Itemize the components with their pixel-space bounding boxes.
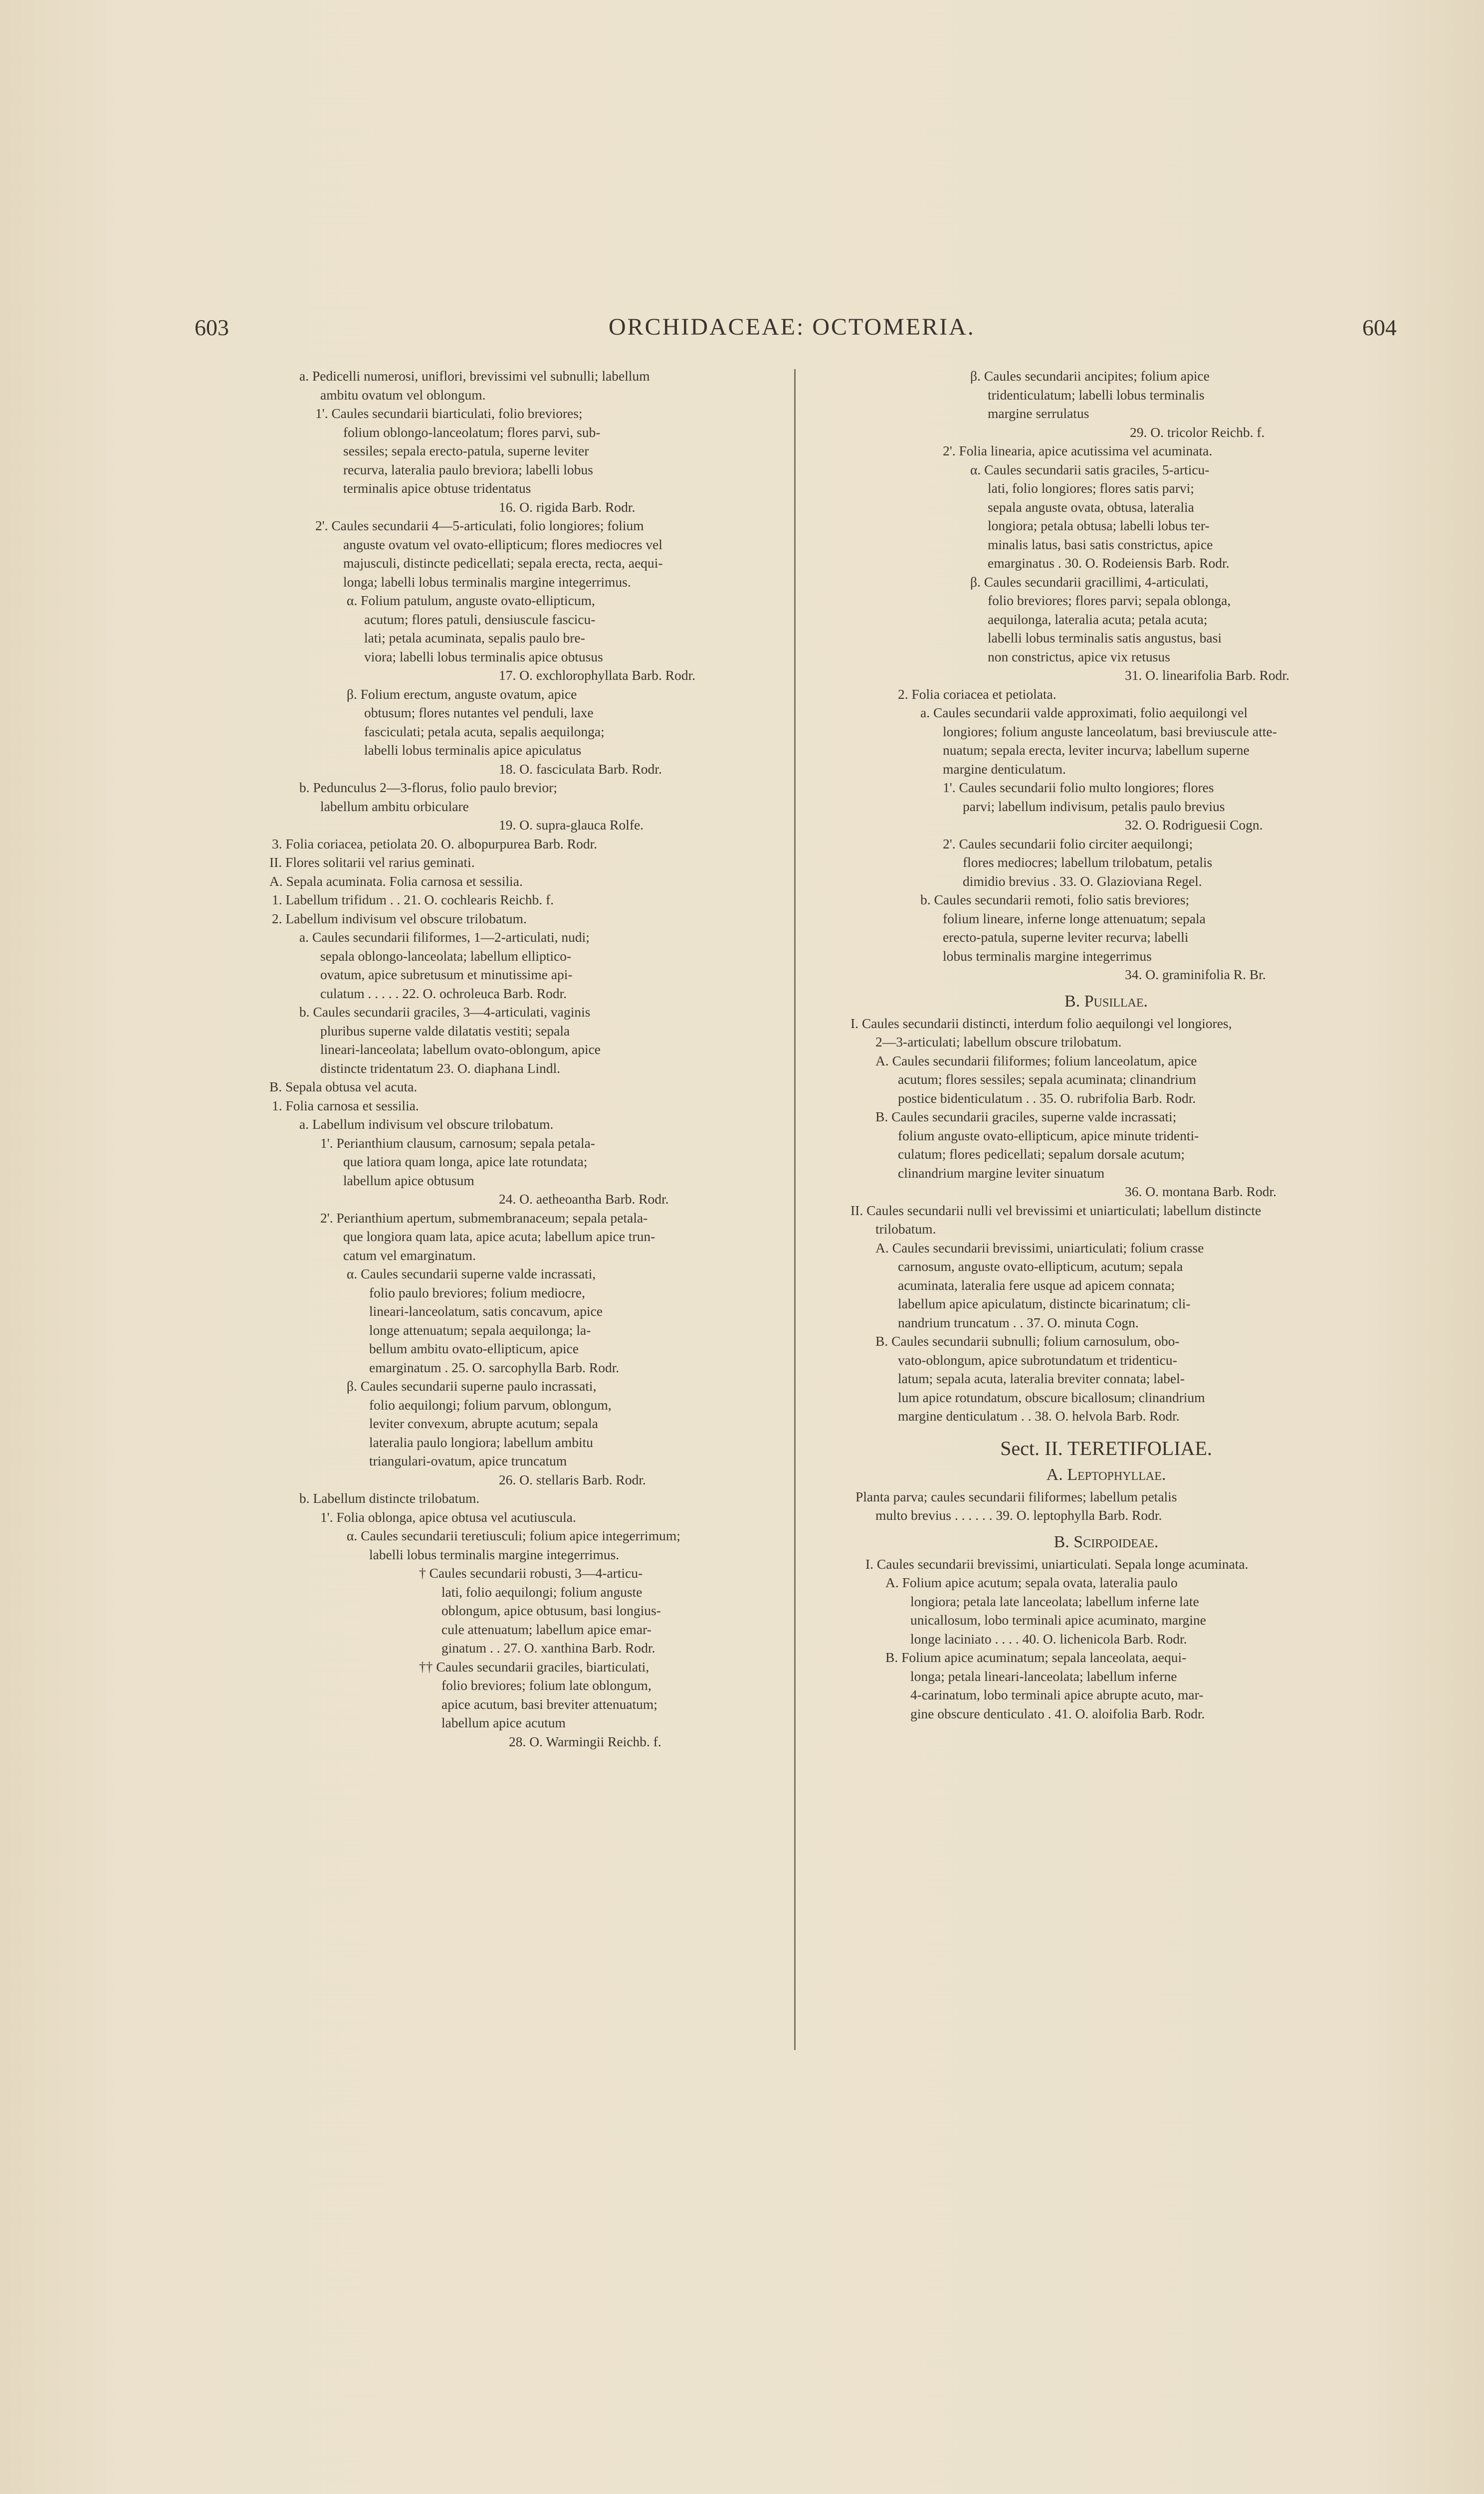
key-line: II. Caules secundarii nulli vel brevissimi et uniarticulati; labellum distincte bbox=[850, 1202, 1262, 1218]
key-line: sessiles; sepala erecto-patula, superne leviter bbox=[343, 443, 589, 458]
key-line: β. Folium erectum, anguste ovatum, apice bbox=[347, 686, 577, 702]
key-line: nuatum; sepala erecta, leviter incurva; labellum superne bbox=[943, 742, 1250, 758]
key-line: labellum apice apiculatum, distincte bicarinatum; cli- bbox=[898, 1296, 1191, 1311]
key-line: gine obscure denticulato . 41. O. aloifolia Barb. Rodr. bbox=[910, 1705, 1205, 1721]
key-line: 28. O. Warmingii Reichb. f. bbox=[509, 1733, 661, 1749]
key-line: 29. O. tricolor Reichb. f. bbox=[1130, 424, 1265, 440]
key-line: a. Caules secundarii valde approximati, folio aequilongi vel bbox=[920, 705, 1248, 720]
key-line: emarginatum . 25. O. sarcophylla Barb. Rodr. bbox=[369, 1359, 620, 1375]
key-line: recurva, lateralia paulo breviora; labelli lobus bbox=[343, 461, 593, 477]
key-line: flores mediocres; labellum trilobatum, petalis bbox=[963, 854, 1213, 870]
key-line: A. Folium apice acutum; sepala ovata, lateralia paulo bbox=[885, 1575, 1178, 1590]
key-line: leviter convexum, abrupte acutum; sepala bbox=[369, 1416, 598, 1431]
key-line: 31. O. linearifolia Barb. Rodr. bbox=[1125, 667, 1289, 683]
key-line: majusculi, distincte pedicellati; sepala erecta, recta, aequi- bbox=[343, 555, 663, 571]
key-line: pluribus superne valde dilatatis vestiti; sepala bbox=[320, 1023, 570, 1039]
key-line: terminalis apice obtuse tridentatus bbox=[343, 480, 531, 496]
key-line: tridenticulatum; labelli lobus terminalis bbox=[988, 387, 1205, 403]
key-line: B. Caules secundarii graciles, superne valde incrassati; bbox=[875, 1109, 1177, 1124]
key-line: fasciculati; petala acuta, sepalis aequilonga; bbox=[364, 723, 605, 739]
key-line: lati, folio longiores; flores satis parvi; bbox=[988, 480, 1194, 496]
key-line: folio aequilongi; folium parvum, oblongum, bbox=[369, 1397, 612, 1413]
key-line: acutum; flores patuli, densiuscule fascicu- bbox=[364, 611, 596, 627]
key-line: 2. Folia coriacea et petiolata. bbox=[898, 686, 1057, 702]
key-line: 2'. Caules secundarii folio circiter aequilongi; bbox=[943, 835, 1193, 851]
key-line: vato-oblongum, apice subrotundatum et tridenticu- bbox=[898, 1352, 1177, 1368]
key-line: B. Caules secundarii subnulli; folium carnosulum, obo- bbox=[875, 1333, 1180, 1349]
key-line: ambitu ovatum vel oblongum. bbox=[320, 387, 486, 403]
key-line: longe attenuatum; sepala aequilonga; la- bbox=[369, 1322, 591, 1338]
key-line: acuminata, lateralia fere usque ad apicem connata; bbox=[898, 1277, 1175, 1293]
key-line: nandrium truncatum . . 37. O. minuta Cogn. bbox=[898, 1314, 1139, 1330]
key-line: 26. O. stellaris Barb. Rodr. bbox=[499, 1471, 646, 1487]
right-column-key bbox=[806, 367, 1407, 984]
key-line: b. Caules secundarii remoti, folio satis breviores; bbox=[920, 892, 1190, 907]
key-line: b. Labellum distincte trilobatum. bbox=[299, 1490, 480, 1506]
key-line: B. Sepala obtusa vel acuta. bbox=[269, 1079, 418, 1094]
key-line: a. Labellum indivisum vel obscure trilobatum. bbox=[299, 1116, 554, 1132]
key-line: b. Caules secundarii graciles, 3—4-articulati, vaginis bbox=[299, 1004, 591, 1020]
key-line: 17. O. exchlorophyllata Barb. Rodr. bbox=[499, 667, 696, 683]
scirpoideae-heading: B. Scirpoideae. bbox=[1054, 1532, 1159, 1551]
key-line: acutum; flores sessiles; sepala acuminata; clinandrium bbox=[898, 1071, 1196, 1087]
key-line: β. Caules secundarii superne paulo incrassati, bbox=[347, 1378, 597, 1394]
key-line: labelli lobus terminalis margine integerrimus. bbox=[369, 1546, 620, 1562]
key-line: folium lineare, inferne longe attenuatum; sepala bbox=[943, 910, 1206, 926]
key-line: I. Caules secundarii brevissimi, uniarticulati. Sepala longe acuminata. bbox=[865, 1556, 1249, 1572]
key-line: 1. Folia carnosa et sessilia. bbox=[272, 1097, 419, 1113]
key-line: longe laciniato . . . . 40. O. lichenicola Barb. Rodr. bbox=[910, 1631, 1187, 1647]
key-line: margine denticulatum . . 38. O. helvola Barb. Rodr. bbox=[898, 1408, 1180, 1424]
key-line: sepala oblongo-lanceolata; labellum elliptico- bbox=[320, 948, 572, 964]
key-line: I. Caules secundarii distincti, interdum folio aequilongi vel longiores, bbox=[850, 1015, 1232, 1031]
key-line: non constrictus, apice vix retusus bbox=[988, 648, 1170, 664]
key-line: folio breviores; folium late oblongum, bbox=[441, 1677, 651, 1693]
key-line: anguste ovatum vel ovato-ellipticum; flores mediocres vel bbox=[343, 536, 662, 552]
key-line: 1'. Caules secundarii folio multo longiores; flores bbox=[943, 780, 1214, 795]
key-line: sepala anguste ovata, obtusa, lateralia bbox=[988, 499, 1194, 515]
key-line: longiora; petala late lanceolata; labellum inferne late bbox=[910, 1593, 1199, 1609]
key-line: unicallosum, lobo terminali apice acuminato, margine bbox=[910, 1612, 1206, 1628]
key-line: 2'. Caules secundarii 4—5-articulati, folio longiores; folium bbox=[315, 518, 644, 533]
key-line: 36. O. montana Barb. Rodr. bbox=[1125, 1184, 1276, 1199]
key-line: labellum apice acutum bbox=[441, 1715, 566, 1730]
key-line: folium anguste ovato-ellipticum, apice minute tridenti- bbox=[898, 1127, 1199, 1143]
key-line: 34. O. graminifolia R. Br. bbox=[1125, 967, 1266, 982]
key-line: latum; sepala acuta, lateralia breviter connata; label- bbox=[898, 1371, 1185, 1386]
key-line: A. Sepala acuminata. Folia carnosa et sessilia. bbox=[269, 873, 523, 889]
key-line: erecto-patula, superne leviter recurva; labelli bbox=[943, 929, 1189, 945]
key-line: A. Caules secundarii filiformes; folium lanceolatum, apice bbox=[875, 1052, 1197, 1068]
key-line: a. Caules secundarii filiformes, 1—2-articulati, nudi; bbox=[299, 929, 590, 945]
key-line: † Caules secundarii robusti, 3—4-articu- bbox=[419, 1565, 643, 1581]
key-line: α. Caules secundarii teretiusculi; folium apice integerrimum; bbox=[347, 1528, 680, 1543]
key-line: longiora; petala obtusa; labelli lobus ter- bbox=[988, 518, 1210, 533]
key-line: a. Pedicelli numerosi, uniflori, brevissimi vel subnulli; labellum bbox=[299, 368, 650, 384]
key-line: labellum apice obtusum bbox=[343, 1172, 474, 1188]
key-line: labellum ambitu orbiculare bbox=[320, 798, 469, 814]
key-line: α. Folium patulum, anguste ovato-ellipticum, bbox=[347, 593, 595, 608]
key-line: culatum . . . . . 22. O. ochroleuca Barb. Rodr. bbox=[320, 985, 567, 1001]
key-line: clinandrium margine leviter sinuatum bbox=[898, 1165, 1105, 1181]
key-line: longa; labelli lobus terminalis margine integerrimus. bbox=[343, 574, 631, 590]
key-line: 19. O. supra-glauca Rolfe. bbox=[499, 817, 644, 832]
key-line: 1'. Folia oblonga, apice obtusa vel acutiuscula. bbox=[320, 1509, 576, 1525]
running-title: ORCHIDACEAE: OCTOMERIA. bbox=[609, 314, 975, 340]
key-line: II. Flores solitarii vel rarius geminati. bbox=[269, 854, 475, 870]
key-line: lineari-lanceolata; labellum ovato-oblongum, apice bbox=[320, 1041, 601, 1057]
key-line: carnosum, anguste ovato-ellipticum, acutum; sepala bbox=[898, 1258, 1183, 1274]
key-line: longiores; folium anguste lanceolatum, basi breviuscule atte- bbox=[943, 723, 1277, 739]
key-line: ginatum . . 27. O. xanthina Barb. Rodr. bbox=[441, 1640, 655, 1656]
key-line: 24. O. aetheoantha Barb. Rodr. bbox=[499, 1191, 669, 1207]
key-line: minalis latus, basi satis constrictus, apice bbox=[988, 536, 1213, 552]
key-line: 2'. Perianthium apertum, submembranaceum; sepala petala- bbox=[320, 1210, 648, 1226]
key-line: 3. Folia coriacea, petiolata 20. O. albopurpurea Barb. Rodr. bbox=[272, 835, 598, 851]
section-heading-teretifoliae: Sect. II. TERETIFOLIAE. bbox=[1000, 1437, 1212, 1459]
key-line: dimidio brevius . 33. O. Glazioviana Regel. bbox=[963, 873, 1202, 889]
scirpoideae-key bbox=[806, 1555, 1407, 1723]
key-line: Planta parva; caules secundarii filiformes; labellum petalis bbox=[855, 1488, 1177, 1504]
pusillae-heading: B. Pusillae. bbox=[1064, 992, 1148, 1011]
key-line: B. Folium apice acuminatum; sepala lanceolata, aequi- bbox=[885, 1650, 1187, 1665]
leptophyllae-heading: A. Leptophyllae. bbox=[1046, 1465, 1166, 1484]
key-line: trilobatum. bbox=[875, 1221, 936, 1237]
key-line: b. Pedunculus 2—3-florus, folio paulo brevior; bbox=[299, 780, 558, 795]
key-line: longa; petala lineari-lanceolata; labellum inferne bbox=[910, 1668, 1177, 1684]
key-line: lum apice rotundatum, obscure bicallosum; clinandrium bbox=[898, 1389, 1205, 1405]
key-line: parvi; labellum indivisum, petalis paulo brevius bbox=[963, 798, 1225, 814]
key-line: viora; labelli lobus terminalis apice obtusus bbox=[364, 648, 603, 664]
key-line: lobus terminalis margine integerrimus bbox=[943, 948, 1152, 964]
key-line: †† Caules secundarii graciles, biarticulati, bbox=[419, 1659, 649, 1674]
left-column bbox=[269, 367, 783, 1751]
key-line: 16. O. rigida Barb. Rodr. bbox=[499, 499, 636, 515]
key-line: que latiora quam longa, apice late rotundata; bbox=[343, 1154, 588, 1169]
key-line: obtusum; flores nutantes vel penduli, laxe bbox=[364, 705, 594, 720]
key-line: que longiora quam lata, apice acuta; labellum apice trun- bbox=[343, 1229, 655, 1244]
key-line: multo brevius . . . . . . 39. O. leptophylla Barb. Rodr. bbox=[875, 1507, 1162, 1523]
key-line: 2'. Folia linearia, apice acutissima vel acuminata. bbox=[943, 443, 1213, 458]
key-line: bellum ambitu ovato-ellipticum, apice bbox=[369, 1341, 579, 1356]
key-line: lineari-lanceolatum, satis concavum, apice bbox=[369, 1303, 603, 1319]
key-line: folio breviores; flores parvi; sepala oblonga, bbox=[988, 593, 1231, 608]
key-line: folio paulo breviores; folium mediocre, bbox=[369, 1284, 586, 1300]
key-line: β. Caules secundarii ancipites; folium apice bbox=[970, 368, 1210, 384]
key-line: oblongum, apice obtusum, basi longius- bbox=[441, 1603, 661, 1618]
key-line: 1'. Perianthium clausum, carnosum; sepala petala- bbox=[320, 1135, 595, 1151]
page-number-left: 603 bbox=[195, 315, 229, 340]
key-line: culatum; flores pedicellati; sepalum dorsale acutum; bbox=[898, 1146, 1185, 1162]
pusillae-key bbox=[806, 1014, 1407, 1426]
key-line: distincte tridentatum 23. O. diaphana Lindl. bbox=[320, 1060, 561, 1076]
key-line: 1. Labellum trifidum . . 21. O. cochlearis Reichb. f. bbox=[272, 892, 554, 907]
key-line: lateralia paulo longiora; labellum ambitu bbox=[369, 1434, 594, 1450]
key-line: 2—3-articulati; labellum obscure trilobatum. bbox=[875, 1034, 1122, 1049]
key-line: lati; petala acuminata, sepalis paulo bre- bbox=[364, 630, 585, 645]
key-line: labelli lobus terminalis satis angustus, basi bbox=[988, 630, 1222, 645]
key-line: α. Caules secundarii superne valde incrassati, bbox=[347, 1266, 596, 1281]
key-line: aequilonga, lateralia acuta; petala acuta; bbox=[988, 611, 1208, 627]
key-line: 2. Labellum indivisum vel obscure trilobatum. bbox=[272, 910, 527, 926]
key-line: 4-carinatum, lobo terminali apice abrupte acuto, mar- bbox=[910, 1687, 1204, 1702]
key-line: ovatum, apice subretusum et minutissime api- bbox=[320, 967, 573, 982]
key-line: 1'. Caules secundarii biarticulati, folio breviores; bbox=[315, 406, 583, 421]
key-line: labelli lobus terminalis apice apiculatus bbox=[364, 742, 582, 758]
key-line: margine serrulatus bbox=[988, 406, 1089, 421]
key-line: apice acutum, basi breviter attenuatum; bbox=[441, 1696, 657, 1712]
key-line: cule attenuatum; labellum apice emar- bbox=[441, 1621, 651, 1637]
key-line: 32. O. Rodriguesii Cogn. bbox=[1125, 817, 1263, 832]
key-line: emarginatus . 30. O. Rodeiensis Barb. Rodr. bbox=[988, 555, 1230, 571]
key-line: β. Caules secundarii gracillimi, 4-articulati, bbox=[970, 574, 1209, 590]
page-number-right: 604 bbox=[1362, 315, 1397, 340]
column-divider bbox=[794, 369, 796, 2050]
right-column bbox=[806, 367, 1407, 1723]
key-line: triangulari-ovatum, apice truncatum bbox=[369, 1453, 567, 1468]
key-line: margine denticulatum. bbox=[943, 761, 1066, 777]
key-line: catum vel emarginatum. bbox=[343, 1247, 476, 1263]
key-line: postice bidenticulatum . . 35. O. rubrifolia Barb. Rodr. bbox=[898, 1090, 1196, 1106]
leptophyllae-key bbox=[806, 1487, 1407, 1525]
key-line: α. Caules secundarii satis graciles, 5-articu- bbox=[970, 461, 1210, 477]
key-line: A. Caules secundarii brevissimi, uniarticulati; folium crasse bbox=[875, 1240, 1204, 1255]
key-line: lati, folio aequilongi; folium anguste bbox=[441, 1584, 642, 1600]
key-line: 18. O. fasciculata Barb. Rodr. bbox=[499, 761, 662, 777]
key-line: folium oblongo-lanceolatum; flores parvi, sub- bbox=[343, 424, 601, 440]
